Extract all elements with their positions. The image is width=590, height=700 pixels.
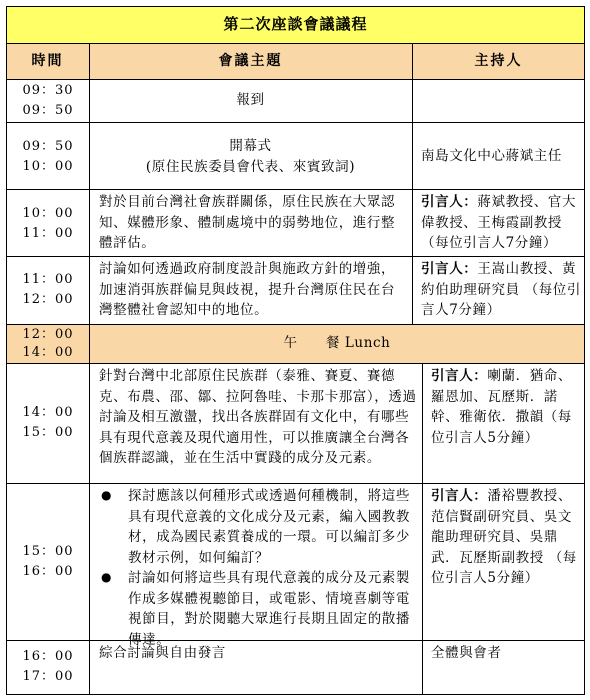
page-title: 第二次座談會議議程 bbox=[223, 15, 368, 33]
row-4-host-label: 引言人： bbox=[421, 261, 478, 277]
row-5-topic: 午 餐 Lunch bbox=[283, 335, 391, 351]
row-8-host: 全體與會者 bbox=[431, 645, 502, 661]
row-6-host-label: 引言人： bbox=[431, 368, 488, 384]
row-3-host-names: 蔣斌教授、官大偉教授、王梅霞副教授（每位引言人7分鐘） bbox=[421, 194, 577, 251]
row-2-time-end: 10：00 bbox=[22, 159, 74, 174]
row-7-host-names: 潘裕豐教授、范信賢副研究員、吳文龍助理研究員、吳鼎武．瓦歷斯副教授 （每位引言人5分鐘） bbox=[431, 488, 577, 586]
row-3-time-start: 10：00 bbox=[22, 206, 74, 221]
header-host: 主持人 bbox=[474, 53, 523, 69]
row-7-bullet-1: 探討應該以何種形式或透過何種機制，將這些具有現代意義的文化成分及元素，編入國教教材，成為國民素質養成的一環。可以編訂多少教材示例，如何編訂？ bbox=[128, 488, 410, 566]
row-3-host-label: 引言人： bbox=[421, 194, 478, 210]
row-1-topic: 報到 bbox=[236, 92, 265, 108]
row-6-host-names: 喇蘭．猶命、羅恩加、瓦歷斯．諾幹、雅衛依．撒韻（每位引言人5分鐘） bbox=[431, 368, 573, 446]
row-2-topic-line2: (原住民族委員會代表、來賓致詞) bbox=[145, 159, 356, 175]
row-5-time-start: 12：00 bbox=[22, 327, 74, 342]
row-3-host bbox=[421, 192, 581, 254]
row-7-host bbox=[431, 486, 581, 589]
row-divider bbox=[6, 79, 585, 80]
row-8-time-end: 17：00 bbox=[22, 669, 74, 684]
row-7-bullet-2: 討論如何將這些具有現代意義的成分及元素製作成多媒體視聽節目，或電影、情境喜劇等電視節目，對於閱聽大眾進行長期且固定的散播傳達。 bbox=[128, 570, 410, 648]
row-1-time-start: 09：30 bbox=[22, 83, 74, 98]
row-7-time-end: 16：00 bbox=[22, 564, 74, 579]
row-3-topic: 對於目前台灣社會族群關係，原住民族在大眾認知、媒體形象、體制處境中的弱勢地位，進行整體評估。 bbox=[99, 194, 396, 251]
bullet-icon: ● bbox=[101, 570, 112, 584]
row-6-time-start: 14：00 bbox=[22, 405, 74, 420]
row-5-time-end: 14：00 bbox=[22, 345, 74, 360]
row-divider bbox=[6, 363, 585, 364]
row-1-time-end: 09：50 bbox=[22, 103, 74, 118]
row-2-topic-line1: 開幕式 bbox=[229, 138, 272, 154]
col-divider bbox=[412, 43, 413, 324]
row-3-time-end: 11：00 bbox=[22, 226, 74, 241]
row-4-time-end: 12：00 bbox=[22, 292, 74, 307]
row-6-time-end: 15：00 bbox=[22, 425, 74, 440]
row-4-host bbox=[421, 259, 581, 321]
row-divider bbox=[6, 256, 585, 257]
col-divider bbox=[422, 363, 423, 695]
row-2-time-start: 09：50 bbox=[22, 139, 74, 154]
row-2-host: 南島文化中心蔣斌主任 bbox=[421, 148, 562, 164]
row-6-host bbox=[431, 366, 581, 448]
row-7-time-start: 15：00 bbox=[22, 544, 74, 559]
row-divider bbox=[6, 122, 585, 123]
row-6-topic: 針對台灣中北部原住民族群（泰雅、賽夏、賽德克、布農、邵、鄒、拉阿魯哇、卡那卡那富），透過討論及相互激盪，找出各族群固有文化中，有哪些具有現代意義及現代適用性，可以推廣讓全台灣各個族群認識，並在生活中實踐的成分及元素。 bbox=[99, 368, 417, 466]
row-4-host-names: 王嵩山教授、黃約伯助理研究員 （每位引言人7分鐘） bbox=[421, 261, 581, 318]
row-8-time-start: 16：00 bbox=[22, 649, 74, 664]
bullet-icon: ● bbox=[101, 488, 112, 502]
row-divider bbox=[6, 189, 585, 190]
row-divider bbox=[6, 483, 585, 484]
row-8-topic: 綜合討論與自由發言 bbox=[99, 645, 226, 661]
header-time: 時間 bbox=[31, 53, 64, 69]
header-topic: 會議主題 bbox=[218, 53, 283, 69]
row-4-topic: 討論如何透過政府制度設計與施政方針的增強，加速消弭族群偏見與歧視，提升台灣原住民在台灣整體社會認知中的地位。 bbox=[99, 261, 396, 318]
row-4-time-start: 11：00 bbox=[22, 272, 74, 287]
row-7-host-label: 引言人： bbox=[431, 488, 488, 504]
